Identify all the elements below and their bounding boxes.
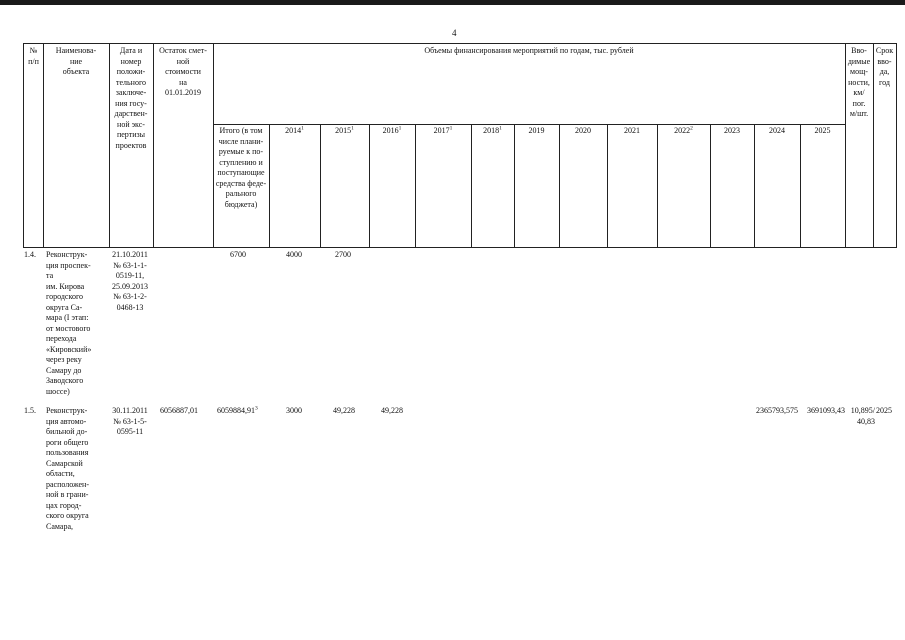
- financing-table-header: [23, 43, 897, 248]
- row-number: 1.4.: [24, 250, 36, 259]
- header-expertise-date: Дата и номер положи- тельного заключе- ния госу- дарствен- ной экс- пертизы проектов: [114, 46, 148, 150]
- row-2014: 3000: [286, 406, 302, 415]
- row-2016: 49,228: [381, 406, 403, 415]
- year-header: 2015$^1$: [335, 125, 354, 135]
- row-number: 1.5.: [24, 406, 36, 415]
- year-header: 2022$^2$: [674, 125, 693, 135]
- header-term: Срок вво- да, год: [875, 46, 894, 87]
- year-header: 2023: [724, 126, 740, 135]
- row-balance: 6056887,01: [160, 406, 198, 415]
- top-border: [0, 0, 905, 5]
- header-total: Итого (в том числе плани- руемые к по- ступлению и поступающие средства феде- рального бюджета): [215, 126, 267, 209]
- header-number: № п/п: [28, 46, 39, 66]
- row-expertise-date: 21.10.2011 № 63-1-1- 0519-11, 25.09.2013 № 63-1-2- 0468-13: [112, 250, 148, 312]
- year-header: 2014$^1$: [285, 125, 304, 135]
- year-header: 2018$^1$: [483, 125, 502, 135]
- row-object-name: Реконструк- ция автомо- бильной до- роги общего пользования Самарской области, расположен- ной в грани- цах город- ского округа Самара,: [46, 406, 89, 531]
- header-financing: Объемы финансирования мероприятий по годам, тыс. рублей: [424, 46, 634, 55]
- row-object-name: Реконструк- ция проспек- та им. Кирова городского округа Са- мара (I этап: от мостового перехода «Кировский» через реку Самару до Заводского шоссе): [46, 250, 92, 396]
- year-header: 2017$^1$: [433, 125, 453, 135]
- row-capacity: 10,895/ 40,83: [850, 406, 875, 426]
- year-header: 2021: [624, 126, 640, 135]
- row-2024: 2365793,575: [756, 406, 798, 415]
- header-balance: Остаток смет- ной стоимости на 01.01.2019: [159, 46, 207, 97]
- year-header: 2024: [769, 126, 785, 135]
- header-object-name: Наименова- ние объекта: [55, 46, 97, 76]
- row-expertise-date: 30.11.2011 № 63-1-5- 0595-11: [112, 406, 148, 436]
- page-number: 4: [452, 28, 457, 38]
- year-header: 2019: [528, 126, 545, 135]
- year-header: 2020: [575, 126, 591, 135]
- row-2025: 3691093,43: [807, 406, 845, 415]
- row-2015: 2700: [335, 250, 351, 259]
- row-total: 6700: [230, 250, 246, 259]
- year-header: 2025: [814, 126, 831, 135]
- row-term: 2025: [876, 406, 892, 415]
- year-header: 2016$^1$: [382, 125, 402, 135]
- header-capacity: Вво- димые мощ- ности, км/ пог. м/шт.: [847, 46, 871, 118]
- row-2014: 4000: [286, 250, 302, 259]
- row-total: 6059884,91$^3$: [217, 405, 258, 415]
- row-2015: 49,228: [333, 406, 355, 415]
